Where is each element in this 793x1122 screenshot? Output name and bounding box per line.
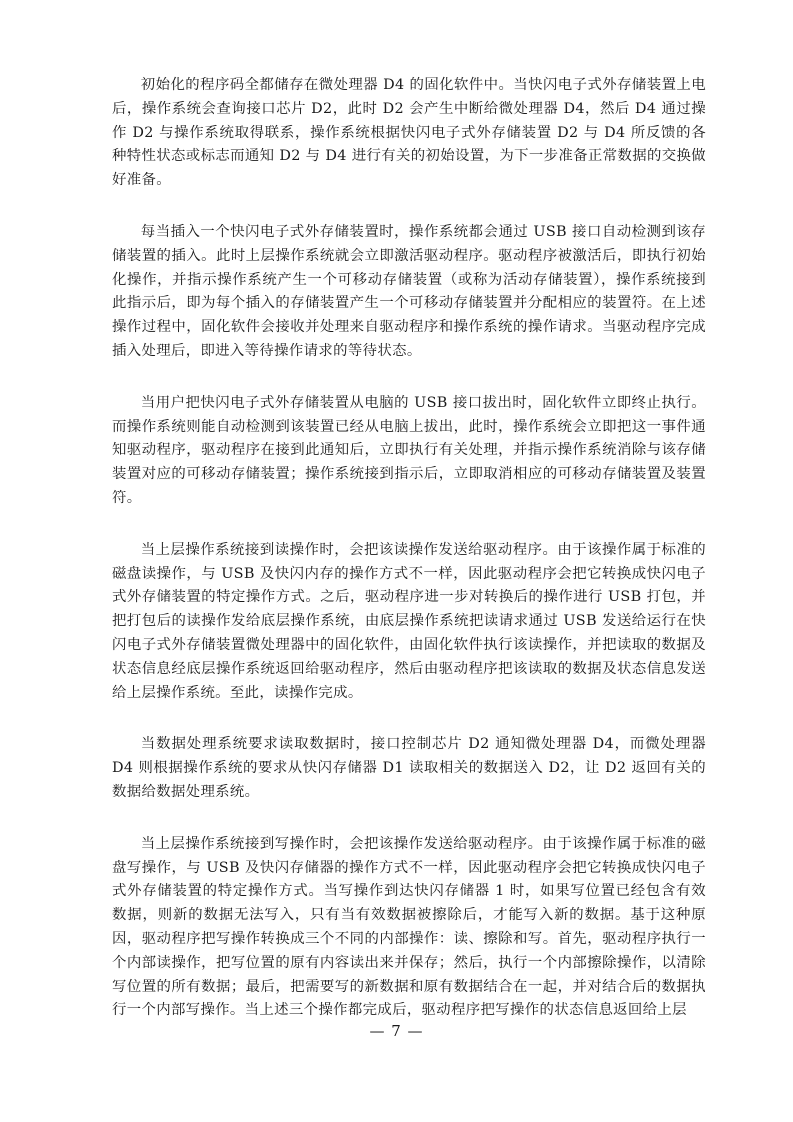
paragraph-device-insertion: 每当插入一个快闪电子式外存储装置时，操作系统都会通过 USB 接口自动检测到该存储装置的插入。此时上层操作系统就会立即激活驱动程序。驱动程序被激活后，即执行初始化操作，并指示操作系统产生一个可移动存储装置（或称为活动存储装置），操作系统接到此指示后，即为每个插入的存储装置产生一个可移动存储装置并分配相应的装置符。在上述操作过程中，固化软件会接收并处理来自驱动程序和操作系统的操作请求。当驱动程序完成插入处理后，即进入等待操作请求的等待状态。 [112,223,706,359]
paragraph-write-operation: 当上层操作系统接到写操作时，会把该操作发送给驱动程序。由于该操作属于标准的磁盘写操作，与 USB 及快闪存储器的操作方式不一样，因此驱动程序会把它转换成快闪电子式外存储装置的特定操作方式。当写操作到达快闪存储器 1 时，如果写位置已经包含有效数据，则新的数据无法写入，只有当有效数据被擦除后，才能写入新的数据。基于这种原因，驱动程序把写操作转换成三个不同的内部操作：读、擦除和写。首先，驱动程序执行一个内部读操作，把写位置的原有内容读出来并保存；然后，执行一个内部擦除操作，以清除写位置的所有数据；最后，把需要写的新数据和原有数据结合在一起，并对结合后的数据执行一个内部写操作。当上述三个操作都完成后，驱动程序把写操作的状态信息返回给上层 [112,835,706,1019]
paragraph-data-read-request: 当数据处理系统要求读取数据时，接口控制芯片 D2 通知微处理器 D4，而微处理器 D4 则根据操作系统的要求从快闪存储器 D1 读取相关的数据送入 D2，让 D2 返回有关的数据给数据处理系统。 [112,736,706,800]
paragraph-read-operation: 当上层操作系统接到读操作时，会把该读操作发送给驱动程序。由于该操作属于标准的磁盘读操作，与 USB 及快闪内存的操作方式不一样，因此驱动程序会把它转换成快闪电子式外存储装置的特定操作方式。之后，驱动程序进一步对转换后的操作进行 USB 打包，并把打包后的读操作发给底层操作系统，由底层操作系统把读请求通过 USB 发送给运行在快闪电子式外存储装置微处理器中的固化软件，由固化软件执行该读操作，并把读取的数据及状态信息经底层操作系统返回给驱动程序，然后由驱动程序把该读取的数据及状态信息发送给上层操作系统。至此，读操作完成。 [112,541,706,701]
paragraph-device-removal: 当用户把快闪电子式外存储装置从电脑的 USB 接口拔出时，固化软件立即终止执行。而操作系统则能自动检测到该装置已经从电脑上拔出，此时，操作系统会立即把这一事件通知驱动程序，驱动程序在接到此通知后，立即执行有关处理，并指示操作系统消除与该存储装置对应的可移动存储装置；操作系统接到指示后，立即取消相应的可移动存储装置及装置符。 [112,394,706,506]
page-number: — 7 — [369,1022,424,1040]
paragraph-initialization: 初始化的程序码全都储存在微处理器 D4 的固化软件中。当快闪电子式外存储装置上电后，操作系统会查询接口芯片 D2，此时 D2 会产生中断给微处理器 D4，然后 D4 通过操作 D2 与操作系统取得联系，操作系统根据快闪电子式外存储装置 D2 与 D4 所反馈的各种特性状态或标志而通知 D2 与 D4 进行有关的初始设置，为下一步准备正常数据的交换做好准备。 [112,77,706,189]
document-body [112,74,706,1051]
